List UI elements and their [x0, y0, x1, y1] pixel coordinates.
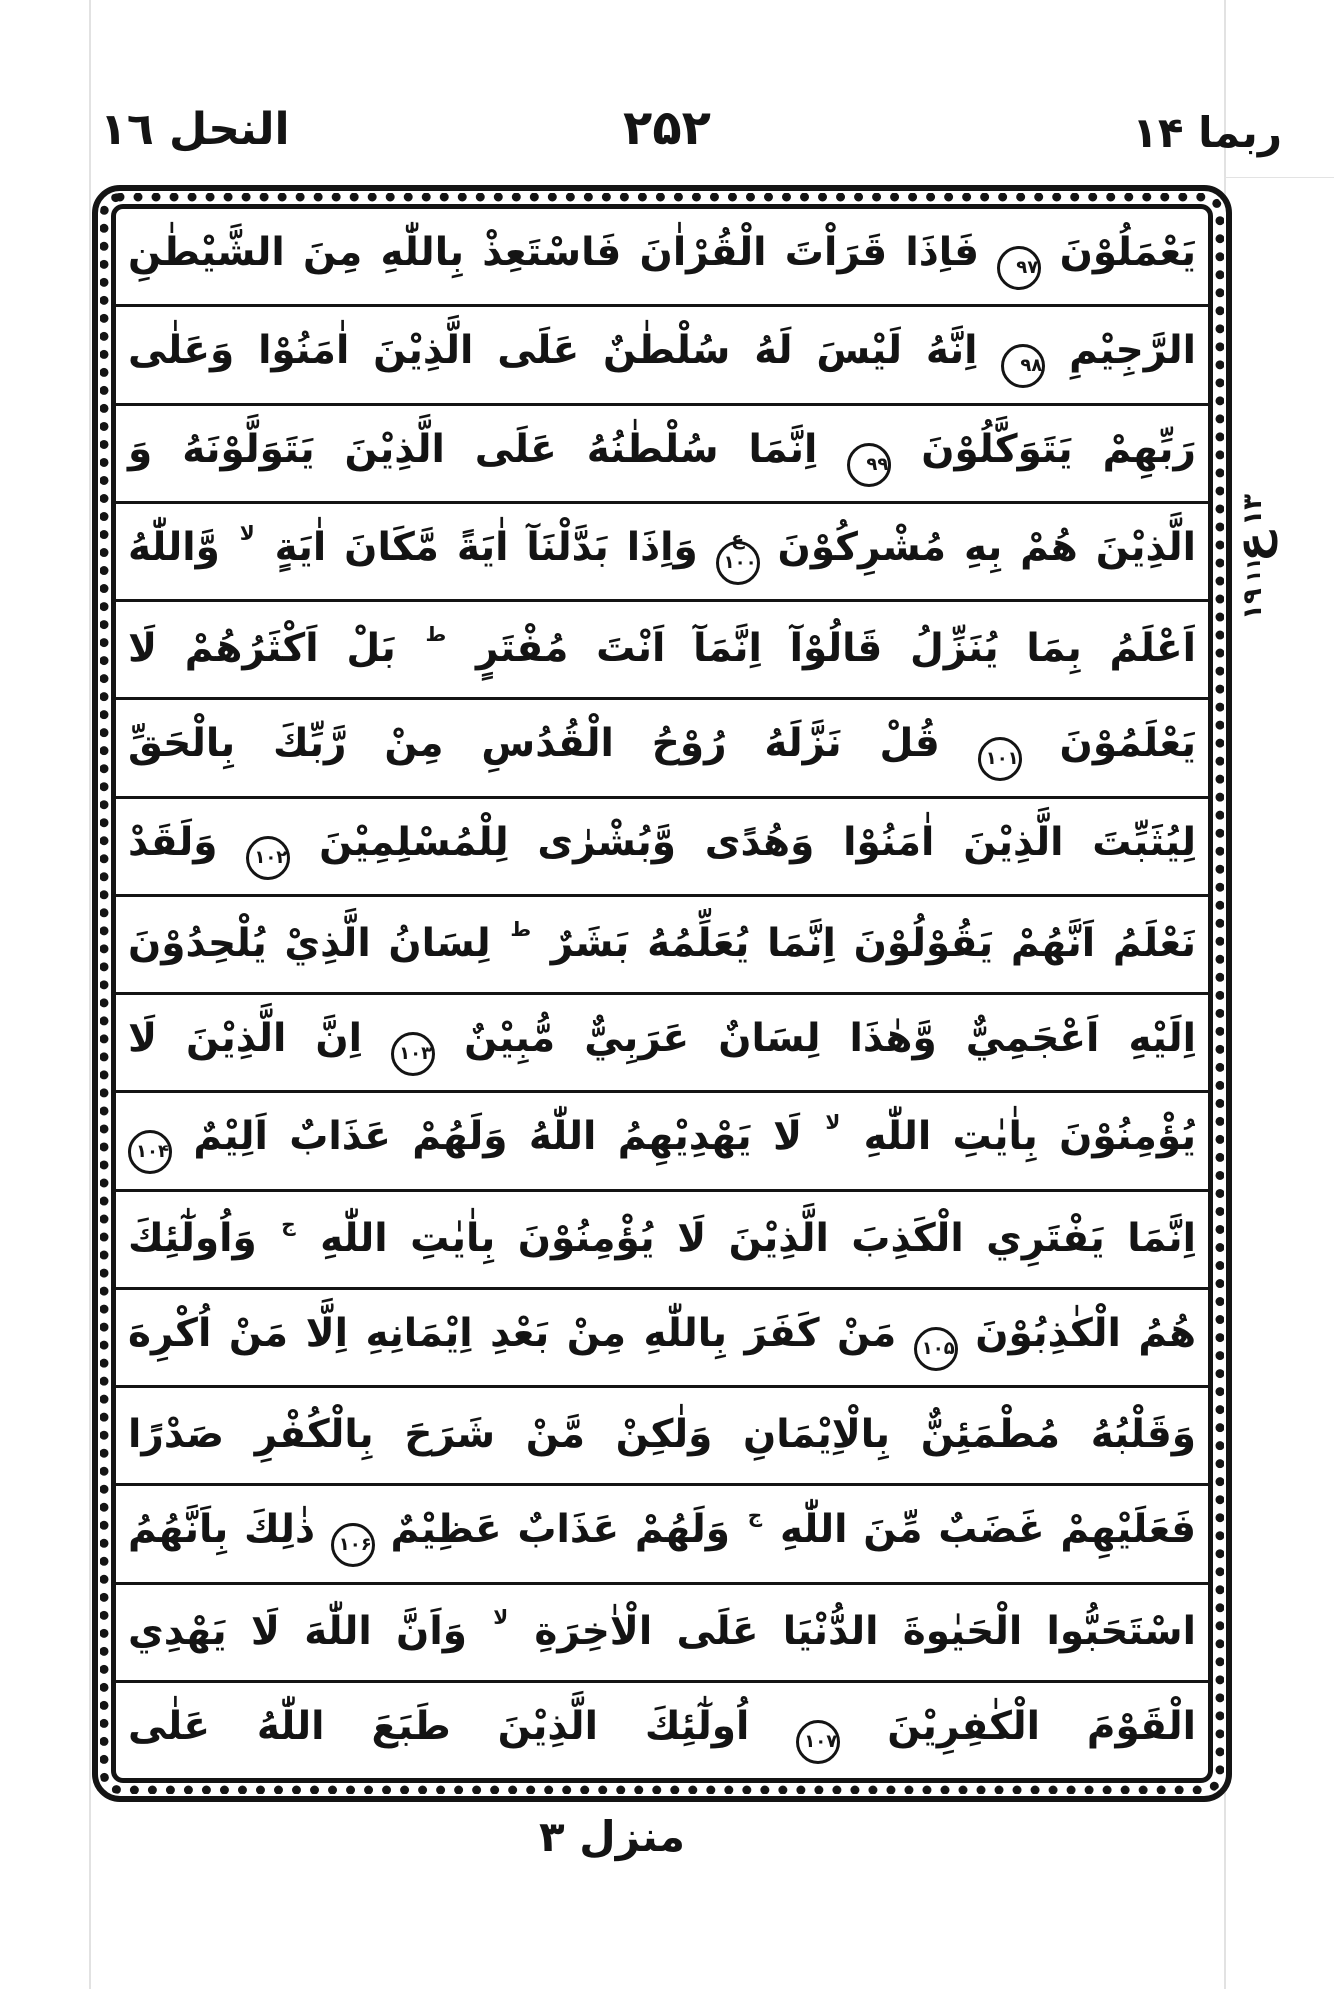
scan-fold-line-top-right [1224, 177, 1334, 178]
quran-line-14 [116, 1500, 1208, 1567]
ruku-in-juz-number: ۱۹ [1238, 588, 1268, 620]
verse-number-circle: ۱۰۵ [914, 1327, 958, 1371]
verse-number-circle: ۹۹ [847, 443, 891, 487]
quran-line-row [116, 1388, 1208, 1486]
ayah-text: وَاَنَّ اللّٰهَ لَا يَهْدِي [128, 1608, 467, 1654]
quran-line-row [116, 700, 1208, 798]
waqf-mark: ط [510, 917, 532, 942]
ayah-text: اِلَيْهِ اَعْجَمِيٌّ وَّهٰذَا لِسَانٌ عَرَبِيٌّ مُّبِيْنٌ [464, 1016, 1197, 1062]
quran-line-row [116, 897, 1208, 995]
ayah-text: الرَّجِيْمِ [1069, 328, 1196, 374]
ayah-text: بَلْ اَكْثَرُهُمْ لَا [128, 626, 396, 672]
quran-line-row [116, 602, 1208, 700]
ornamental-border-outer [92, 185, 1232, 1802]
page-number: ۲۵۲ [623, 100, 711, 156]
quran-line-row [116, 307, 1208, 405]
scan-fold-line-left [89, 0, 91, 1989]
ayah-text: يَعْلَمُوْنَ [1059, 721, 1197, 767]
ayah-text: الَّذِيْنَ هُمْ بِهِ مُشْرِكُوْنَ [777, 524, 1197, 570]
verse-number-circle: ۱۰۲ [246, 836, 290, 880]
quran-line-12 [116, 1304, 1208, 1371]
ayah-text: اِنَّمَا يَفْتَرِي الْكَذِبَ الَّذِيْنَ لَا يُؤْمِنُوْنَ بِاٰيٰتِ اللّٰهِ [320, 1215, 1197, 1261]
ayah-text: اِنَّهُ لَيْسَ لَهُ سُلْطٰنٌ عَلَى الَّذِيْنَ اٰمَنُوْا وَعَلٰى [128, 328, 978, 374]
ruku-in-surah-number: ۱۳ [1238, 494, 1268, 526]
ayah-text: وَاِذَا بَدَّلْنَآ اٰيَةً مَّكَانَ اٰيَةٍ [274, 524, 698, 570]
quran-line-3 [116, 420, 1208, 487]
verse-number-circle: ۱۰۷ [796, 1720, 840, 1764]
quran-line-row [116, 1192, 1208, 1290]
ayah-text: الْقَوْمَ الْكٰفِرِيْنَ [887, 1703, 1196, 1749]
quran-line-2 [116, 321, 1208, 388]
ayah-text: هُمُ الْكٰذِبُوْنَ [975, 1310, 1196, 1356]
quran-line-row [116, 504, 1208, 602]
ayah-text: اَعْلَمُ بِمَا يُنَزِّلُ قَالُوْآ اِنَّمَآ اَنْتَ مُفْتَرٍ [476, 626, 1197, 672]
verse-number-circle: ۹۸ [1001, 344, 1045, 388]
quran-line-8 [116, 914, 1208, 974]
quran-line-row [116, 995, 1208, 1093]
ayah-text: فَعَلَيْهِمْ غَضَبٌ مِّنَ اللّٰهِ [779, 1507, 1197, 1553]
ayah-text: لِيُثَبِّتَ الَّذِيْنَ اٰمَنُوْا وَهُدًى وَّبُشْرٰى لِلْمُسْلِمِيْنَ [319, 819, 1196, 865]
verse-number-circle: ۱۰۴ [128, 1130, 172, 1174]
quran-line-1 [116, 223, 1208, 290]
quran-line-7 [116, 813, 1208, 880]
verse-number-circle: ۱۰۰ ع [716, 541, 760, 585]
waqf-mark: لا [239, 520, 255, 545]
quran-line-6 [116, 714, 1208, 781]
quran-line-9 [116, 1009, 1208, 1076]
quran-line-5 [116, 619, 1208, 679]
ayah-text: ذٰلِكَ بِاَنَّهُمُ [128, 1507, 315, 1553]
quran-line-13 [116, 1405, 1208, 1465]
ayah-text: اِنَّمَا سُلْطٰنُهُ عَلَى الَّذِيْنَ يَتَوَلَّوْنَهُ وَ [128, 426, 818, 472]
ain-ruku-icon: ع [1227, 531, 1278, 562]
quran-line-16 [116, 1697, 1208, 1764]
ruku-marker [1188, 492, 1318, 622]
ain-ruku-icon: ع [731, 527, 745, 550]
ayah-text: مَنْ كَفَرَ بِاللّٰهِ مِنْ بَعْدِ اِيْمَانِهِ اِلَّا مَنْ اُكْرِهَ [128, 1310, 897, 1356]
ayah-text: يُؤْمِنُوْنَ بِاٰيٰتِ اللّٰهِ [863, 1114, 1197, 1160]
ayah-text: اُولٰٓئِكَ الَّذِيْنَ طَبَعَ اللّٰهُ عَلٰى [128, 1703, 750, 1749]
quran-line-row [116, 799, 1208, 897]
quran-line-11 [116, 1209, 1208, 1269]
ayah-text: رَبِّهِمْ يَتَوَكَّلُوْنَ [921, 426, 1196, 472]
juz-name-label: ربما ۱۴ [1132, 108, 1282, 157]
waqf-mark: ج [281, 1211, 296, 1236]
ayah-text: وَقَلْبُهُ مُطْمَئِنٌّ بِالْاِيْمَانِ وَلٰكِنْ مَّنْ شَرَحَ بِالْكُفْرِ صَدْرًا [128, 1412, 1196, 1458]
ayah-text: لِسَانُ الَّذِيْ يُلْحِدُوْنَ [128, 921, 491, 967]
ayah-text: وَّاللّٰهُ [128, 524, 220, 570]
manzil-label: منزل ۳ [539, 1812, 685, 1861]
ayah-text: اِنَّ الَّذِيْنَ لَا [128, 1016, 363, 1062]
ayah-text: وَاُولٰٓئِكَ [128, 1215, 257, 1261]
waqf-mark: ج [747, 1503, 763, 1528]
ayah-text: يَعْمَلُوْنَ [1059, 230, 1197, 276]
ayah-text: وَلَهُمْ عَذَابٌ عَظِيْمٌ [390, 1507, 731, 1553]
ayah-text: فَاِذَا قَرَاْتَ الْقُرْاٰنَ فَاسْتَعِذْ بِاللّٰهِ مِنَ الشَّيْطٰنِ [128, 230, 979, 276]
waqf-mark: ط [425, 622, 447, 647]
quran-line-row [116, 1290, 1208, 1388]
verse-number-circle: ۱۰۱ [978, 737, 1022, 781]
waqf-mark: لا [493, 1604, 509, 1629]
ayah-text: نَعْلَمُ اَنَّهُمْ يَقُوْلُوْنَ اِنَّمَا يُعَلِّمُهُ بَشَرٌ [550, 921, 1197, 967]
ayah-text: لَا يَهْدِيْهِمُ اللّٰهُ وَلَهُمْ عَذَابٌ اَلِيْمٌ [193, 1114, 803, 1160]
ayah-text: وَلَقَدْ [128, 819, 218, 865]
verse-number-circle: ۱۰۶ [331, 1523, 375, 1567]
quran-line-row [116, 1683, 1208, 1778]
surah-name-label: النحل ١٦ [100, 104, 290, 155]
quran-line-row [116, 209, 1208, 307]
ayah-text: اسْتَحَبُّوا الْحَيٰوةَ الدُّنْيَا عَلَى الْاٰخِرَةِ [534, 1608, 1197, 1654]
quran-line-row [116, 1093, 1208, 1191]
quran-line-4 [116, 518, 1208, 585]
quran-line-row [116, 1486, 1208, 1584]
quran-line-row [116, 406, 1208, 504]
quran-rows [111, 204, 1213, 1783]
ornamental-border-beads [100, 193, 1224, 1794]
quran-line-15 [116, 1602, 1208, 1662]
verse-number-circle: ۱۰۳ [391, 1032, 435, 1076]
quran-line-10 [116, 1107, 1208, 1174]
ruku-ayat-count: ۱۱ [1241, 557, 1265, 583]
waqf-mark: لا [825, 1110, 841, 1135]
verse-number-circle: ۹۷ [997, 246, 1041, 290]
quran-line-row [116, 1585, 1208, 1683]
ayah-text: قُلْ نَزَّلَهُ رُوْحُ الْقُدُسِ مِنْ رَّبِّكَ بِالْحَقِّ [128, 721, 940, 767]
